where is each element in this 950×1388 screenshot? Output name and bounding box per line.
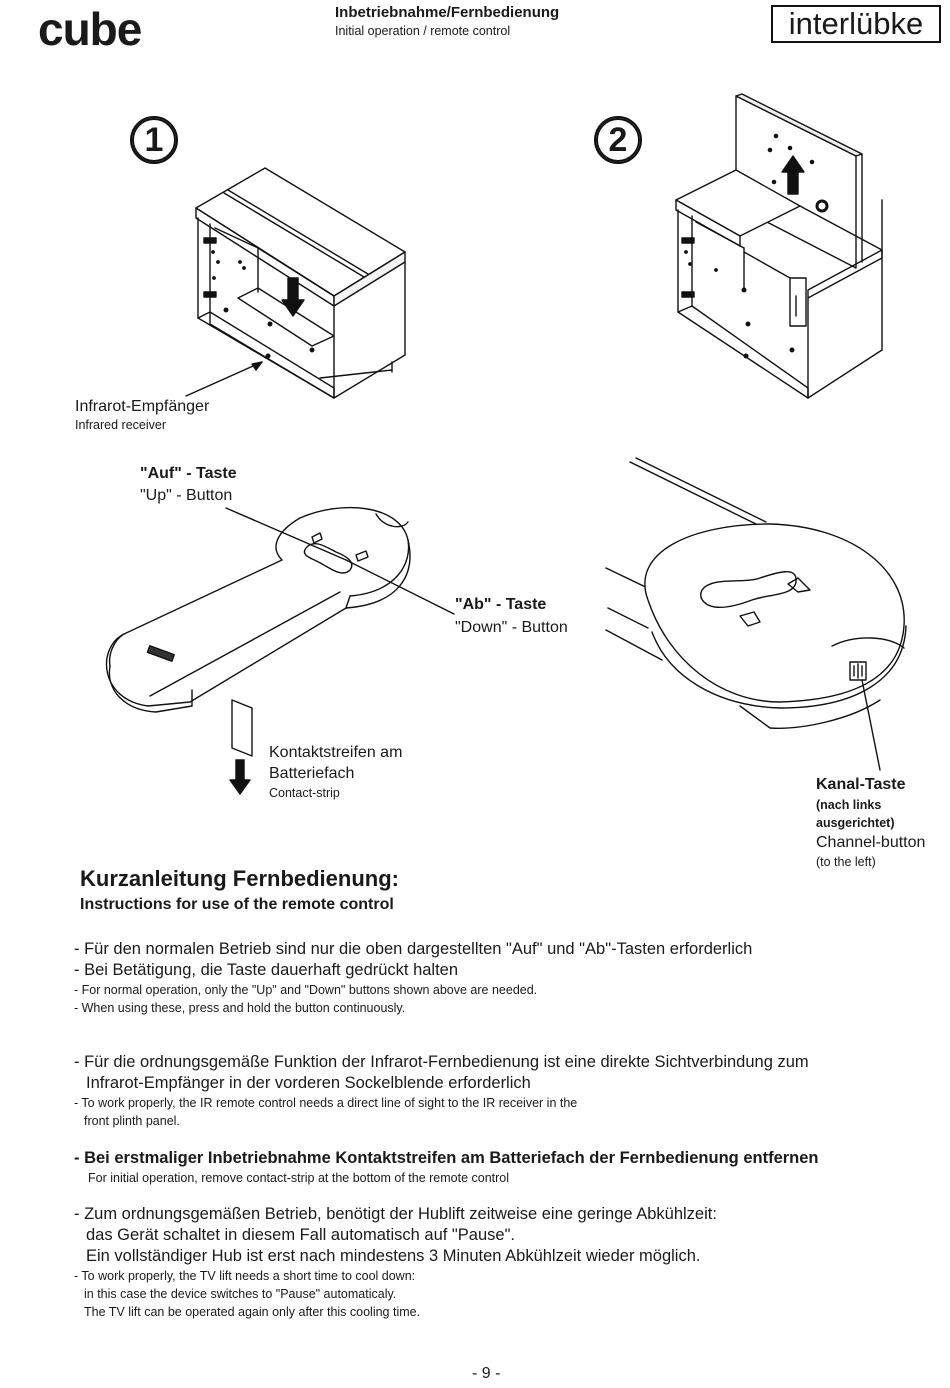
receiver-label-de: Infrarot-Empfänger (75, 398, 210, 415)
block4-de-line3: Ein vollständiger Hub ist erst nach mindestens 3 Minuten Abkühlzeit wieder möglich. (86, 1247, 701, 1265)
remote-control-illustration (107, 508, 410, 712)
block4-de-line2: das Gerät schaltet in diesem Fall automatisch auf "Pause". (86, 1226, 516, 1244)
header-title-de: Inbetriebnahme/Fernbedienung (335, 4, 560, 21)
block2-en-line1: - To work properly, the IR remote control needs a direct line of sight to the IR receiver in the (74, 1096, 578, 1110)
interluebke-logo: interlübke (771, 5, 941, 43)
page-number: - 9 - (472, 1365, 501, 1382)
block3-en-line1: For initial operation, remove contact-strip at the bottom of the remote control (88, 1171, 510, 1185)
block4-en-line3: The TV lift can be operated again only after this cooling time. (84, 1305, 421, 1319)
contact-strip-label-en: Contact-strip (269, 786, 340, 800)
cabinet-open-illustration (676, 94, 882, 398)
block3-de-line1: - Bei erstmaliger Inbetriebnahme Kontaktstreifen am Batteriefach der Fernbedienung entfernen (74, 1149, 819, 1167)
channel-button-note-1: (nach links (816, 798, 882, 812)
contact-strip-label-de-1: Kontaktstreifen am (269, 744, 403, 761)
channel-button-label-de: Kanal-Taste (816, 776, 906, 793)
step-1-badge: 1 (132, 118, 176, 162)
block2-de-line2: Infrarot-Empfänger in der vorderen Sockelblende erforderlich (86, 1074, 531, 1092)
block4-de-line1: - Zum ordnungsgemäßen Betrieb, benötigt der Hublift zeitweise eine geringe Abkühlzeit: (74, 1205, 717, 1223)
instructions-title-en: Instructions for use of the remote control (80, 896, 394, 913)
receiver-label-en: Infrared receiver (75, 418, 167, 432)
up-button-label-en: "Up" - Button (140, 487, 233, 504)
step-2-badge: 2 (596, 118, 640, 162)
channel-button-note-en: (to the left) (816, 855, 876, 869)
block1-de-line2: - Bei Betätigung, die Taste dauerhaft gedrückt halten (74, 961, 459, 979)
header-title-en: Initial operation / remote control (335, 24, 511, 38)
block1-de-line1: - Für den normalen Betrieb sind nur die oben dargestellten "Auf" und "Ab"-Tasten erforderlich (74, 940, 753, 958)
channel-button-note-2: ausgerichtet) (816, 816, 895, 830)
brand-title: cube (38, 3, 142, 55)
block2-de-line1: - Für die ordnungsgemäße Funktion der Infrarot-Fernbedienung ist eine direkte Sichtverbindung zum (74, 1053, 809, 1071)
block1-en-line2: - When using these, press and hold the button continuously. (74, 1001, 406, 1015)
down-button-label-de: "Ab" - Taste (455, 596, 547, 613)
up-button-label-de: "Auf" - Taste (140, 465, 237, 482)
down-button-label-en: "Down" - Button (455, 619, 568, 636)
channel-button-label-en: Channel-button (816, 834, 926, 851)
block4-en-line1: - To work properly, the TV lift needs a short time to cool down: (74, 1269, 416, 1283)
contact-strip-label-de-2: Batteriefach (269, 765, 355, 782)
instructions-title-de: Kurzanleitung Fernbedienung: (80, 866, 399, 891)
contact-strip-illustration (230, 700, 252, 794)
cabinet-closed-illustration (186, 168, 405, 398)
block2-en-line2: front plinth panel. (84, 1114, 180, 1128)
block1-en-line1: - For normal operation, only the "Up" and "Down" buttons shown above are needed. (74, 983, 538, 997)
block4-en-line2: in this case the device switches to "Pause" automaticaly. (84, 1287, 397, 1301)
remote-closeup-illustration (606, 458, 906, 728)
